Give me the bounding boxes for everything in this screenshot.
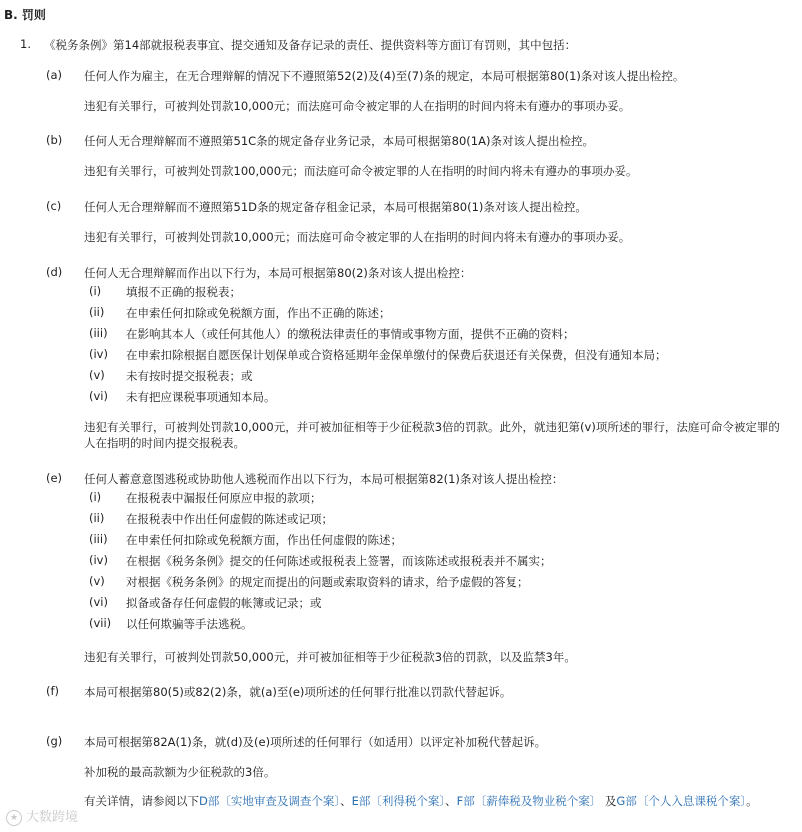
item-penalty: 违犯有关罪行，可被判处罚款50,000元，并可被加征相等于少征税款3倍的罚款，以及监禁3年。: [84, 650, 576, 664]
sub-item-number: (ii): [89, 305, 105, 319]
sub-item-text: 未有把应课税事项通知本局。: [126, 390, 276, 404]
item-penalty: 违犯有关罪行，可被判处罚款10,000元，并可被加征相等于少征税款3倍的罚款。此外，就违犯第(v)项所述的罪行，法庭可命令被定罪的人在指明的时间内提交报税表。: [84, 420, 780, 450]
separator: 、: [445, 794, 457, 808]
intro-text: 《税务条例》第14部就报税表事宜、提交通知及备存记录的责任、提供资料等方面订有罚则，其中包括：: [44, 38, 577, 52]
item-note: 补加税的最高款额为少征税款的3倍。: [84, 765, 276, 779]
terminator: 。: [746, 794, 758, 808]
item-description: 任何人无合理辩解而作出以下行为，本局可根据第80(2)条对该人提出检控：: [84, 266, 472, 280]
item-letter: (e): [46, 471, 63, 485]
sub-item-text: 在申索任何扣除或免税额方面，作出任何虚假的陈述；: [126, 533, 402, 547]
sub-item-text: 在报税表中作出任何虚假的陈述或记项；: [126, 512, 333, 526]
sub-item-number: (vi): [89, 389, 108, 403]
more-details-paragraph: [84, 793, 784, 809]
item-letter: (c): [46, 199, 62, 213]
link-part-f[interactable]: F部〔薪俸税及物业税个案〕: [456, 794, 602, 808]
link-part-d[interactable]: D部〔实地审查及调查个案〕: [199, 794, 341, 808]
sub-item-number: (i): [89, 490, 102, 504]
item-penalty: 违犯有关罪行，可被判处罚款100,000元；而法庭可命令被定罪的人在指明的时间内将未有遵办的事项办妥。: [84, 164, 638, 178]
item-letter: (a): [46, 68, 63, 82]
list-number: 1.: [20, 37, 31, 51]
item-description: 任何人无合理辩解而不遵照第51D条的规定备存租金记录，本局可根据第80(1)条对该人提出检控。: [84, 200, 587, 214]
item-description: 任何人蓄意意图逃税或协助他人逃税而作出以下行为，本局可根据第82(1)条对该人提出检控：: [84, 472, 564, 486]
sub-item-number: (i): [89, 284, 102, 298]
item-penalty: 违犯有关罪行，可被判处罚款10,000元；而法庭可命令被定罪的人在指明的时间内将未有遵办的事项办妥。: [84, 230, 631, 244]
sub-item-number: (ii): [89, 511, 105, 525]
sub-item-text: 拟备或备存任何虚假的帐簿或记录；或: [126, 596, 322, 610]
watermark: [6, 806, 78, 826]
conjunction: 及: [601, 794, 617, 808]
link-part-e[interactable]: E部〔利得税个案〕: [351, 794, 446, 808]
item-letter: (d): [46, 265, 63, 279]
section-heading: B. 罚则: [4, 8, 46, 22]
item-description: 本局可根据第82A(1)条，就(d)及(e)项所述的任何罪行（如适用）以评定补加税代替起诉。: [84, 735, 547, 749]
item-description: 任何人无合理辩解而不遵照第51C条的规定备存业务记录，本局可根据第80(1A)条对该人提出检控。: [84, 134, 594, 148]
watermark-text: 大数跨境: [26, 810, 79, 825]
sub-item-number: (iii): [89, 326, 108, 340]
item-penalty: 违犯有关罪行，可被判处罚款10,000元；而法庭可命令被定罪的人在指明的时间内将未有遵办的事项办妥。: [84, 99, 631, 113]
item-letter: (g): [46, 734, 63, 748]
sub-item-number: (iii): [89, 532, 108, 546]
item-description: 本局可根据第80(5)或82(2)条，就(a)至(e)项所述的任何罪行批准以罚款代替起诉。: [84, 685, 512, 699]
item-letter: (b): [46, 133, 63, 147]
sub-item-text: 在报税表中漏报任何原应申报的款项；: [126, 491, 322, 505]
item-description: 任何人作为雇主，在无合理辩解的情况下不遵照第52(2)及(4)至(7)条的规定，本局可根据第80(1)条对该人提出检控。: [84, 69, 685, 83]
sub-item-text: 在申索任何扣除或免税额方面，作出不正确的陈述；: [126, 306, 391, 320]
sub-item-number: (v): [89, 368, 105, 382]
sub-item-text: 在根据《税务条例》提交的任何陈述或报税表上签署，而该陈述或报税表并不属实；: [126, 554, 552, 568]
link-part-g[interactable]: G部〔个人入息课税个案〕: [616, 794, 747, 808]
sub-item-text: 未有按时提交报税表；或: [126, 369, 253, 383]
more-details-prefix: 有关详情，请参阅以下: [84, 794, 199, 808]
item-letter: (f): [46, 684, 60, 698]
sub-item-text: 对根据《税务条例》的规定而提出的问题或索取资料的请求，给予虚假的答复；: [126, 575, 529, 589]
sub-item-number: (iv): [89, 553, 108, 567]
watermark-logo-icon: ★: [6, 810, 22, 826]
sub-item-text: 在影响其本人（或任何其他人）的缴税法律责任的事情或事物方面，提供不正确的资料；: [126, 327, 575, 341]
sub-item-text: 在申索扣除根据自愿医保计划保单或合资格延期年金保单缴付的保费后获退还有关保费，但没有通知本局；: [126, 348, 667, 362]
sub-item-number: (iv): [89, 347, 108, 361]
sub-item-number: (vi): [89, 595, 108, 609]
sub-item-text: 以任何欺骗等手法逃税。: [126, 617, 253, 631]
separator: 、: [340, 794, 352, 808]
sub-item-number: (v): [89, 574, 105, 588]
sub-item-number: (vii): [89, 616, 112, 630]
sub-item-text: 填报不正确的报税表；: [126, 285, 241, 299]
